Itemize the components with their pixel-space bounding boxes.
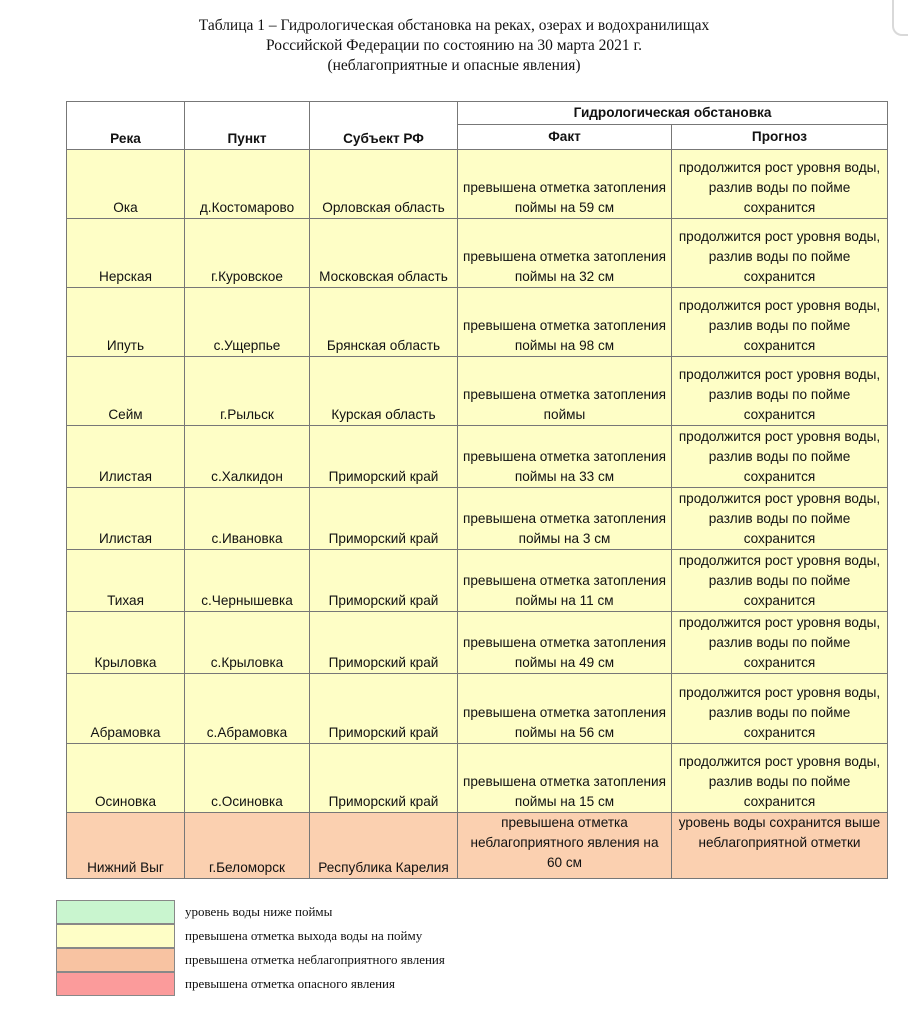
title-line-2: Российской Федерации по состоянию на 30 марта 2021 г.	[266, 37, 642, 54]
cell-point: г.Рыльск	[185, 357, 310, 426]
table-row	[67, 288, 888, 357]
cell-forecast: продолжится рост уровня воды, разлив воды по пойме сохранится	[672, 612, 888, 674]
table-row	[67, 674, 888, 744]
cell-river: Ипуть	[67, 288, 185, 357]
hydrology-table	[66, 101, 888, 879]
legend-swatch	[56, 948, 175, 972]
cell-point: с.Абрамовка	[185, 674, 310, 744]
cell-fact: превышена отметка неблагоприятного явления на 60 см	[458, 813, 672, 879]
table-row	[67, 612, 888, 674]
table-row	[67, 150, 888, 219]
cell-point: с.Чернышевка	[185, 550, 310, 612]
cell-point: с.Осиновка	[185, 744, 310, 813]
header-fact: Факт	[458, 125, 672, 150]
legend-label: превышена отметка неблагоприятного явления	[185, 952, 445, 967]
cell-subject: Республика Карелия	[310, 813, 458, 879]
cell-subject: Орловская область	[310, 150, 458, 219]
cell-river: Тихая	[67, 550, 185, 612]
table-row	[67, 550, 888, 612]
cell-subject: Приморский край	[310, 612, 458, 674]
legend-label: уровень воды ниже поймы	[185, 904, 333, 919]
cell-river: Ока	[67, 150, 185, 219]
cell-fact: превышена отметка затопления поймы на 98 см	[458, 288, 672, 357]
table-row	[67, 488, 888, 550]
legend-swatch	[56, 924, 175, 948]
title-line-1: Таблица 1 – Гидрологическая обстановка на реках, озерах и водохранилищах	[198, 17, 710, 34]
cell-point: г.Куровское	[185, 219, 310, 288]
cell-forecast: продолжится рост уровня воды, разлив воды по пойме сохранится	[672, 488, 888, 550]
cell-fact: превышена отметка затопления поймы на 3 см	[458, 488, 672, 550]
document-title	[0, 16, 908, 76]
cell-subject: Курская область	[310, 357, 458, 426]
title-line-3: (неблагоприятные и опасные явления)	[327, 57, 581, 74]
cell-point: с.Ивановка	[185, 488, 310, 550]
cell-point: г.Беломорск	[185, 813, 310, 879]
cell-river: Илистая	[67, 488, 185, 550]
cell-river: Осиновка	[67, 744, 185, 813]
cell-subject: Приморский край	[310, 426, 458, 488]
cell-subject: Приморский край	[310, 488, 458, 550]
table-row	[67, 426, 888, 488]
cell-river: Нижний Выг	[67, 813, 185, 879]
cell-river: Илистая	[67, 426, 185, 488]
legend-label: превышена отметка выхода воды на пойму	[185, 928, 423, 943]
cell-river: Крыловка	[67, 612, 185, 674]
cell-fact: превышена отметка затопления поймы на 15 см	[458, 744, 672, 813]
cell-point: с.Ущерпье	[185, 288, 310, 357]
cell-forecast: продолжится рост уровня воды, разлив воды по пойме сохранится	[672, 150, 888, 219]
cell-point: с.Халкидон	[185, 426, 310, 488]
cell-subject: Приморский край	[310, 550, 458, 612]
header-subject: Субъект РФ	[310, 102, 458, 150]
table-row	[67, 813, 888, 879]
cell-river: Сейм	[67, 357, 185, 426]
header-river: Река	[67, 102, 185, 150]
cell-fact: превышена отметка затопления поймы на 11 см	[458, 550, 672, 612]
cell-forecast: продолжится рост уровня воды, разлив воды по пойме сохранится	[672, 674, 888, 744]
cell-fact: превышена отметка затопления поймы на 56 см	[458, 674, 672, 744]
cell-forecast: продолжится рост уровня воды, разлив воды по пойме сохранится	[672, 426, 888, 488]
cell-forecast: продолжится рост уровня воды, разлив воды по пойме сохранится	[672, 550, 888, 612]
cell-forecast: уровень воды сохранится выше неблагоприятной отметки	[672, 813, 888, 879]
table-row	[67, 357, 888, 426]
cell-river: Нерская	[67, 219, 185, 288]
cell-forecast: продолжится рост уровня воды, разлив воды по пойме сохранится	[672, 219, 888, 288]
cell-point: д.Костомарово	[185, 150, 310, 219]
cell-point: с.Крыловка	[185, 612, 310, 674]
cell-river: Абрамовка	[67, 674, 185, 744]
cell-fact: превышена отметка затопления поймы на 59 см	[458, 150, 672, 219]
legend-label: превышена отметка опасного явления	[185, 976, 395, 991]
cell-subject: Приморский край	[310, 744, 458, 813]
table-row	[67, 744, 888, 813]
cell-fact: превышена отметка затопления поймы на 32 см	[458, 219, 672, 288]
cell-forecast: продолжится рост уровня воды, разлив воды по пойме сохранится	[672, 357, 888, 426]
cell-subject: Приморский край	[310, 674, 458, 744]
cell-forecast: продолжится рост уровня воды, разлив воды по пойме сохранится	[672, 288, 888, 357]
header-point: Пункт	[185, 102, 310, 150]
table-row	[67, 219, 888, 288]
legend-swatch	[56, 900, 175, 924]
legend-swatch	[56, 972, 175, 996]
cell-subject: Московская область	[310, 219, 458, 288]
cell-forecast: продолжится рост уровня воды, разлив воды по пойме сохранится	[672, 744, 888, 813]
cell-subject: Брянская область	[310, 288, 458, 357]
header-situation: Гидрологическая обстановка	[458, 102, 888, 125]
cell-fact: превышена отметка затопления поймы на 33 см	[458, 426, 672, 488]
cell-fact: превышена отметка затопления поймы на 49 см	[458, 612, 672, 674]
cell-fact: превышена отметка затопления поймы	[458, 357, 672, 426]
header-forecast: Прогноз	[672, 125, 888, 150]
